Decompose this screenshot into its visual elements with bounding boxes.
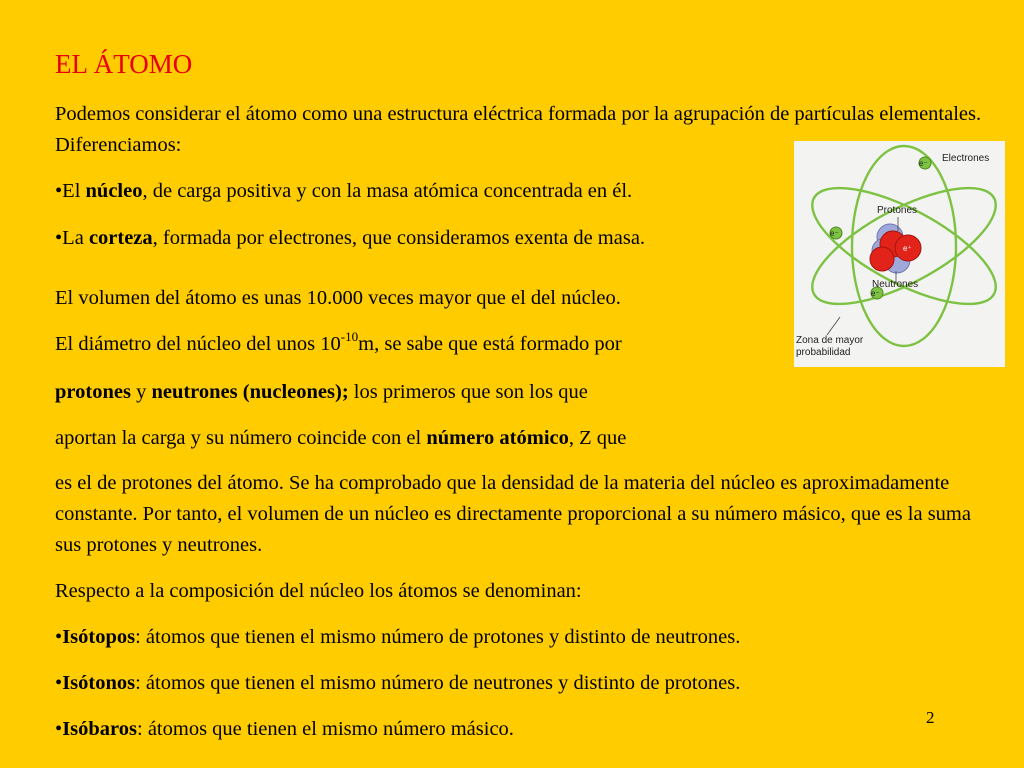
bullet-text: : átomos que tienen el mismo número de neutrones y distinto de protones. xyxy=(135,672,741,694)
electron-tag: e⁻ xyxy=(871,289,880,298)
conjunction: y xyxy=(130,381,152,403)
bullet-prefix: • xyxy=(55,626,63,648)
aportan-text: aportan la carga y su número coincide con el xyxy=(55,427,427,449)
electron-tag: e⁻ xyxy=(919,159,928,168)
bullet-prefix: • xyxy=(55,718,63,740)
term-numero-atomico: número atómico xyxy=(426,427,569,449)
volumen-paragraph: El volumen del átomo es unas 10.000 veces mayor que el del núcleo. xyxy=(55,287,621,309)
diametro-text: El diámetro del núcleo del unos 10 xyxy=(55,333,341,355)
term-nucleo: núcleo xyxy=(85,180,143,202)
bullet-text: , formada por electrones, que consideramos exenta de masa. xyxy=(152,227,646,249)
label-zona-line1: Zona de mayor xyxy=(796,335,864,346)
densidad-paragraph: es el de protones del átomo. Se ha comprobado que la densidad de la materia del núcleo es aproximadamente constante. Por tanto, el volumen de un núcleo es directamente proporcional a su número másico, que es la suma sus protones y neutrones. xyxy=(55,472,971,556)
protones-text: los primeros que son los que xyxy=(348,381,588,403)
label-zona-line2: probabilidad xyxy=(796,347,851,358)
bullet-text: , de carga positiva y con la masa atómica concentrada en él. xyxy=(142,180,633,202)
exponent: -10 xyxy=(340,329,359,344)
intro-paragraph: Podemos considerar el átomo como una estructura eléctrica formada por la agrupación de partículas elementales. Diferenciamos: xyxy=(55,103,982,156)
nucleus xyxy=(870,224,921,273)
label-neutrones: Neutrones xyxy=(872,279,919,290)
proton-tag: e⁺ xyxy=(903,244,912,253)
bullet-prefix: •El xyxy=(55,180,86,202)
diametro-paragraph xyxy=(55,329,622,360)
term-corteza: corteza xyxy=(88,227,153,249)
bullet-isotonos xyxy=(55,668,740,699)
atom-diagram xyxy=(794,141,1005,367)
bullet-prefix: • xyxy=(55,672,63,694)
label-protones: Protones xyxy=(877,205,918,216)
bullet-isobaros xyxy=(55,714,514,745)
aportan-text-end: , Z que xyxy=(568,427,627,449)
term-isobaros: Isóbaros xyxy=(62,718,138,740)
term-protones: protones xyxy=(55,381,131,403)
page-number: 2 xyxy=(926,708,935,727)
electron-tag: e⁻ xyxy=(830,229,839,238)
atom-figure xyxy=(794,141,1005,367)
proton-particle xyxy=(870,247,894,271)
bullet-nucleo xyxy=(55,176,632,207)
bullet-text: : átomos que tienen el mismo número de protones y distinto de neutrones. xyxy=(135,626,741,648)
respecto-paragraph: Respecto a la composición del núcleo los átomos se denominan: xyxy=(55,580,582,602)
term-neutrones: neutrones (nucleones); xyxy=(151,381,349,403)
label-electrones: Electrones xyxy=(942,153,990,164)
bullet-isotopos xyxy=(55,622,740,653)
term-isotonos: Isótonos xyxy=(62,672,136,694)
slide-title: EL ÁTOMO xyxy=(55,49,193,79)
term-isotopos: Isótopos xyxy=(62,626,136,648)
bullet-prefix: •La xyxy=(55,227,89,249)
diametro-text-end: m, se sabe que está formado por xyxy=(358,333,622,355)
aportan-paragraph xyxy=(55,423,626,454)
bullet-text: : átomos que tienen el mismo número másico. xyxy=(137,718,514,740)
bullet-corteza xyxy=(55,223,645,254)
protones-paragraph xyxy=(55,377,588,408)
